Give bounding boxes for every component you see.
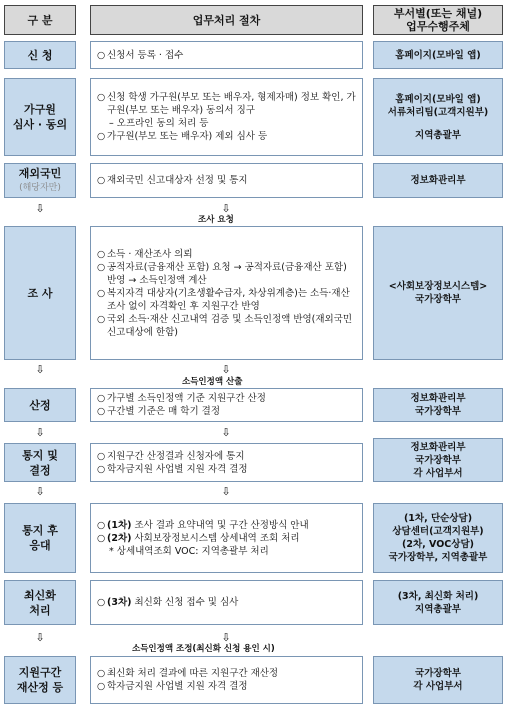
process-item <box>97 248 356 261</box>
owner-apply <box>373 41 503 69</box>
down-arrow-icon: ⇩ <box>221 631 231 644</box>
process-item <box>97 392 356 405</box>
bullet: ○ <box>97 532 106 544</box>
process-item-text: 최신화 신청 접수 및 심사 <box>131 597 239 608</box>
process-item-text: 복지자격 대상자(기초생활수급자, 차상위계층)는 소득·재산 조사 없이 자격확인 후 지원구간 반영 <box>107 287 350 312</box>
down-arrow-icon: ⇩ <box>35 426 45 439</box>
bullet: ○ <box>97 175 106 186</box>
process-item <box>97 463 356 476</box>
label-survey <box>4 226 76 360</box>
header-category <box>4 5 76 35</box>
bullet: ○ <box>97 131 106 142</box>
label-update <box>4 580 76 625</box>
label-apply-text: 신 청 <box>27 48 53 62</box>
process-note: * 상세내역조회 VOC: 지역총괄부 처리 <box>109 545 269 557</box>
label-line: 통지 후 <box>22 524 58 537</box>
label-line: 처리 <box>29 603 51 617</box>
down-arrow-icon: ⇩ <box>35 202 45 215</box>
process-item-text: 소득 · 재산조사 의뢰 <box>107 248 193 260</box>
process-item-text: 구간별 기준은 매 학기 결정 <box>107 406 221 417</box>
process-item <box>97 313 356 339</box>
owner-notice <box>373 438 503 482</box>
owner-text: 정보화관리부 <box>410 175 466 186</box>
label-household <box>4 78 76 156</box>
owner-post-notice <box>373 503 503 573</box>
owner-text: 국가장학부 <box>415 668 461 679</box>
process-item-text: 지원구간 산정결과 신청자에 통지 <box>107 450 245 462</box>
down-arrow-icon: ⇩ <box>221 363 231 376</box>
process-item-text: 공적자료(금융재산 포함) 요청 → 공적자료(금융재산 포함) 반영 → 소득인정액 계산 <box>107 261 347 286</box>
label-notice <box>4 443 76 482</box>
owner-text: 홈페이지(모바일 앱) <box>395 49 481 61</box>
label-line: 응대 <box>29 539 51 552</box>
process-item-text: 국외 소득·재산 신고내역 검증 및 소득인정액 반영(재외국민 신고대상에 한함) <box>107 313 353 338</box>
bullet: ○ <box>97 597 106 608</box>
process-item-text: 사회보장정보시스템 상세내역 조회 처리 <box>131 532 300 544</box>
label-overseas <box>4 163 76 198</box>
label-calc <box>4 388 76 422</box>
process-item <box>97 49 356 62</box>
process-note: – 오프라인 동의 처리 등 <box>109 118 209 129</box>
owner-update <box>373 580 503 625</box>
process-item-text: 재외국민 신고대상자 선정 및 통지 <box>107 175 248 186</box>
process-calc <box>90 388 363 422</box>
process-item <box>97 519 356 532</box>
down-arrow-icon: ⇩ <box>221 485 231 498</box>
label-line: 재산정 등 <box>16 681 64 694</box>
down-arrow-icon: ⇩ <box>35 485 45 498</box>
process-item-text: 가구원(부모 또는 배우자) 제외 심사 등 <box>107 131 268 142</box>
process-overseas <box>90 163 363 198</box>
bullet: ○ <box>97 406 106 417</box>
label-recalc <box>4 656 76 704</box>
header-process-text: 업무처리 절차 <box>192 13 261 27</box>
owner-text: 상담센터(고객지원부) <box>392 526 484 537</box>
owner-text: (2차, VOC상담) <box>402 539 474 550</box>
label-apply <box>4 41 76 69</box>
bullet: ○ <box>97 92 106 103</box>
bullet: ○ <box>97 393 106 404</box>
label-line: 통지 및 <box>22 448 58 462</box>
process-item <box>97 261 356 287</box>
step-tag: (1차) <box>107 519 132 531</box>
process-item-text: 최신화 처리 결과에 따른 지원구간 재산정 <box>107 668 279 679</box>
bullet: ○ <box>97 681 106 692</box>
bullet: ○ <box>97 668 106 679</box>
bullet: ○ <box>97 49 106 61</box>
bullet: ○ <box>97 313 106 325</box>
owner-household <box>373 78 503 156</box>
header-owner-line1: 부서별(또는 채널) <box>393 7 483 20</box>
process-item <box>97 130 356 143</box>
header-owner <box>373 5 503 35</box>
owner-overseas <box>373 163 503 198</box>
label-line: 가구원 <box>24 103 56 116</box>
owner-text: (1차, 단순상담) <box>403 513 473 524</box>
owner-text: <사회보장정보시스템> <box>388 281 488 292</box>
bullet: ○ <box>97 287 106 299</box>
process-item <box>97 596 356 609</box>
process-recalc <box>90 656 363 704</box>
owner-text: 각 사업부서 <box>413 467 463 479</box>
process-item <box>97 450 356 463</box>
bullet: ○ <box>97 519 106 531</box>
owner-calc <box>373 388 503 422</box>
owner-text: 지역총괄부 <box>415 129 461 141</box>
process-item-text: 학자금지원 사업별 지원 자격 결정 <box>107 681 248 692</box>
owner-text: 홈페이지(모바일 앱) <box>395 93 481 105</box>
step-tag: (3차) <box>107 597 132 608</box>
header-category-text: 구 분 <box>27 13 53 27</box>
owner-text: 각 사업부서 <box>413 681 463 692</box>
flow-label-survey-request: 조사 요청 <box>198 215 234 225</box>
label-line: 지원구간 <box>18 666 62 679</box>
owner-text: 정보화관리부 <box>410 441 466 453</box>
process-item <box>97 174 356 187</box>
owner-recalc <box>373 656 503 704</box>
process-item <box>97 287 356 313</box>
owner-text: 국가장학부, 지역총괄부 <box>388 552 488 563</box>
bullet: ○ <box>97 463 106 475</box>
owner-text: 국가장학부 <box>415 294 461 305</box>
process-survey <box>90 226 363 360</box>
header-process <box>90 5 363 35</box>
label-line: 결정 <box>29 463 51 477</box>
down-arrow-icon: ⇩ <box>35 631 45 644</box>
down-arrow-icon: ⇩ <box>221 202 231 215</box>
owner-text: 국가장학부 <box>415 454 461 466</box>
process-item-text: 신청서 등록 · 접수 <box>107 49 184 61</box>
process-post-notice <box>90 503 363 573</box>
process-update <box>90 580 363 625</box>
bullet: ○ <box>97 261 106 273</box>
process-household <box>90 78 363 156</box>
process-item-text: 조사 결과 요약내역 및 구간 산정방식 안내 <box>131 519 309 531</box>
flow-label-income-adjust: 소득인정액 조정(최신화 신청 용인 시) <box>132 644 275 654</box>
process-apply <box>90 41 363 69</box>
owner-text: 서류처리팀(고객지원부) <box>387 106 489 118</box>
header-owner-line2: 업무수행주체 <box>406 20 470 33</box>
process-item <box>97 680 356 693</box>
process-notice <box>90 443 363 482</box>
label-line: 심사 · 동의 <box>12 118 68 131</box>
owner-survey <box>373 226 503 360</box>
label-sub: (해당자만) <box>19 182 61 193</box>
bullet: ○ <box>97 450 106 462</box>
process-item-text: 가구별 소득인정액 기준 지원구간 산정 <box>107 393 266 404</box>
down-arrow-icon: ⇩ <box>35 363 45 376</box>
owner-text: 지역총괄부 <box>415 603 461 615</box>
process-item <box>97 405 356 418</box>
bullet: ○ <box>97 248 106 260</box>
owner-text: 정보화관리부 <box>410 393 466 404</box>
label-line: 재외국민 <box>18 166 62 180</box>
label-post-notice <box>4 503 76 573</box>
process-item <box>97 532 356 545</box>
process-item-text: 신청 학생 가구원(부모 또는 배우자, 형제자매) 정보 확인, 가구원(부모 또는 배우자) 동의서 징구 <box>107 92 356 116</box>
owner-text: 국가장학부 <box>415 406 461 417</box>
flow-label-income-calc: 소득인정액 산출 <box>182 377 243 387</box>
process-item <box>97 91 356 117</box>
process-item-text: 학자금지원 사업별 지원 자격 결정 <box>107 463 248 475</box>
process-item <box>97 667 356 680</box>
label-calc-text: 산정 <box>29 398 51 412</box>
label-survey-text: 조 사 <box>27 286 53 300</box>
down-arrow-icon: ⇩ <box>221 426 231 439</box>
label-line: 최신화 <box>24 588 56 602</box>
owner-text: (3차, 최신화 처리) <box>397 590 479 602</box>
step-tag: (2차) <box>107 532 132 544</box>
